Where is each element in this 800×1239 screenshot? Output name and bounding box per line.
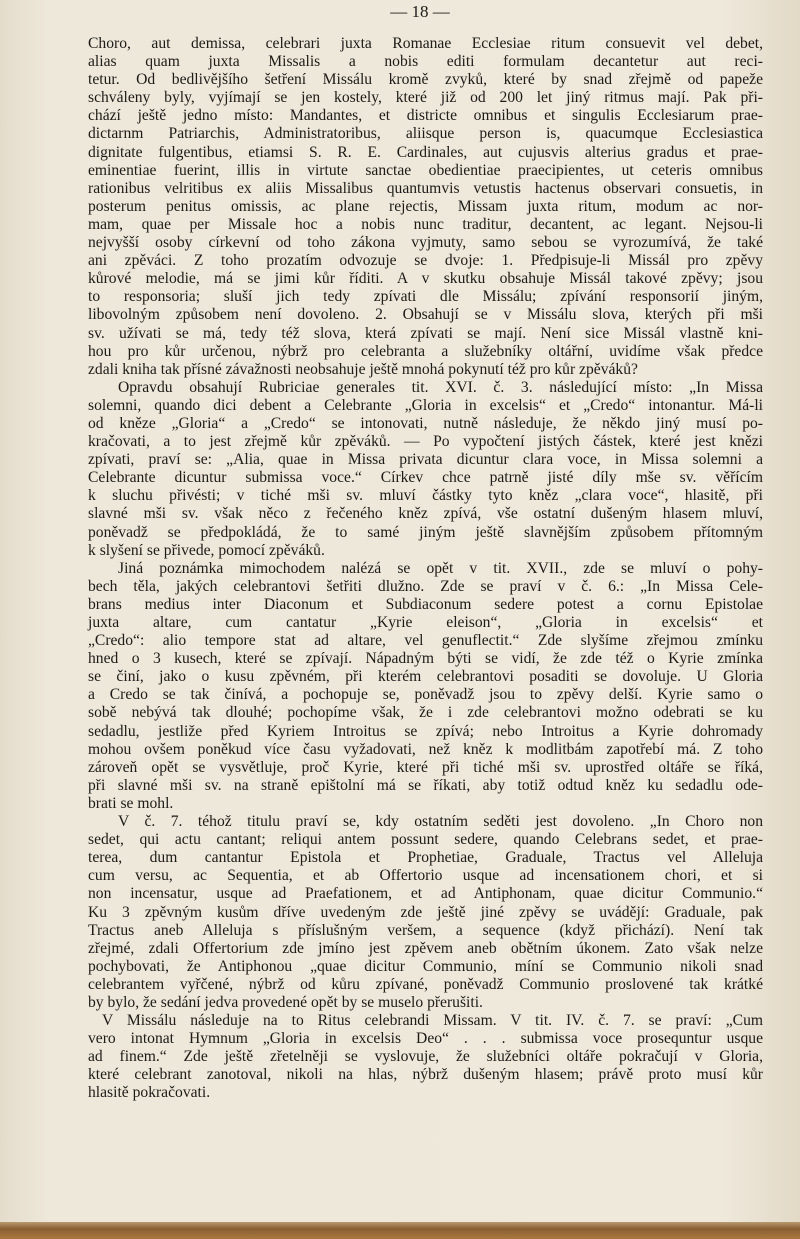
text-line: se činí, jako o kusu zpěvném, při kterém celebrantovi posaditi se dovoluje. U Gloria <box>88 668 763 686</box>
page-number: — 18 — <box>390 2 450 21</box>
text-line: sv. užívati se má, tedy též slova, která zpívati se mají. Není sice Missál vlastně kni- <box>88 324 763 342</box>
paragraph <box>88 560 763 813</box>
text-line: rationibus velritibus ex aliis Missalibus quantumvis vetustis hactenus observari consuetis, in <box>88 179 763 197</box>
text-line: k slyšení se přivede, pomocí zpěváků. <box>88 541 325 559</box>
text-line: zdali kniha tak přísné závažnosti neobsahuje ještě mnohá pokynutí též pro kůr zpěváků? <box>88 360 638 378</box>
text-line: libovolným způsobem není dovoleno. 2. Obsahují se v Missálu slova, kterých při mši <box>88 306 763 324</box>
text-line: kůrové melodie, má se jimi kůr říditi. A v skutku obsahuje Missál takové zpěvy; jsou <box>88 270 763 288</box>
text-line: chází ještě jedno místo: Mandantes, et districte omnibus et singulis Ecclesiarum prae- <box>88 107 763 125</box>
text-line: „Credo“: alio tempore stat ad altare, vel genuflectit.“ Zde slyšíme zřejmou zmínku <box>88 632 763 650</box>
text-line: pochybovati, že Antiphonou „quae dicitur Communio, míní se Communio nikoli snad <box>88 957 763 975</box>
text-line: Celebrante dicuntur submissa voce.“ Církev chce patrně jisté díly mše sv. věřícím <box>88 469 763 487</box>
text-line: kračovati, a to jest zřejmě kůr zpěváků. — Po vypočtení jistých částek, které jest knězi <box>88 433 763 451</box>
text-line: bech těla, jakých celebrantovi šetřiti dlužno. Zde se praví v č. 6.: „In Missa Cele- <box>88 577 763 595</box>
text-line: hou pro kůr určenou, nýbrž pro celebranta a služebníky oltářní, uvidíme však předce <box>88 342 763 360</box>
text-line: nejvyšší osoby církevní od toho zákona vyjmuty, samo sebou se vyrozumívá, že také <box>88 234 763 252</box>
text-line: V č. 7. téhož titulu praví se, kdy ostatním seděti jest dovoleno. „In Choro non <box>118 813 763 831</box>
text-line: mohou ovšem poněkud více času vyžadovati, než kněz k modlitbám zapotřebí má. Z toho <box>88 740 763 758</box>
text-line: které celebrant zanotoval, nikoli na hlas, nýbrž dušeným hlasem; právě proto musí kůr <box>88 1066 763 1084</box>
text-line: to responsoria; sluší jich tedy zpívati dle Missálu; zpívání responsorií jiným, <box>88 288 763 306</box>
text-line: non incensatur, usque ad Praefationem, et ad Antiphonam, quae dicitur Communio.“ <box>88 885 763 903</box>
text-line: schváleny byly, vyjímají se jen kostely, které již od 200 let jiný ritmus mají. Pak při- <box>88 89 763 107</box>
text-line: alias quam juxta Missalis a nobis editi formulam decantetur aut reci- <box>88 53 763 71</box>
text-line: brati se mohl. <box>88 794 174 812</box>
text-line: V Missálu následuje na to Ritus celebrandi Missam. V tit. IV. č. 7. se praví: „Cum <box>102 1012 763 1030</box>
text-line: eminentiae fuerint, illis in virtute sanctae obedientiae praecipientes, ut ceteris omnibus <box>88 161 763 179</box>
text-line: cum versu, ac Sequentia, et ab Offertorio usque ad incensationem chori, et si <box>88 867 763 885</box>
text-line: dictarnm Patriarchis, Administratoribus, aliisque person is, quacumque Ecclesiastica <box>88 125 763 143</box>
paragraph <box>88 35 763 379</box>
text-line: k sluchu přivésti; v tiché mši sv. mluví částky tyto kněz „clara voce“, hlasitě, při <box>88 487 763 505</box>
text-line: juxta altare, cum cantatur „Kyrie eleison“, „Gloria in excelsis“ et <box>88 614 763 631</box>
text-line: Jiná poznámka mimochodem nalézá se opět v tit. XVII., zde se mluví o pohy- <box>118 559 763 577</box>
text-line: vero intonat Hymnum „Gloria in excelsis Deo“ . . . submissa voce prosequntur usque <box>88 1030 763 1048</box>
text-line: ad finem.“ Zde ještě zřetelněji se vyslovuje, že služebníci oltáře pokračují v Gloria, <box>88 1048 763 1066</box>
text-line: hlasitě pokračovati. <box>88 1084 211 1102</box>
text-line: solemni, quando dici debent a Celebrante „Gloria in excelsis“ et „Credo“ intonantur. Má-li <box>88 396 763 414</box>
text-line: sedadlu, jestliže před Kyriem Introitus se zpívá; nebo Introitus a Kyrie dohromady <box>88 722 763 740</box>
page-bottom-edge <box>0 1222 800 1239</box>
text-line: sobě nebývá tak dlouhé; pochopíme však, že i zde celebrantovi možno odebrati se ku <box>88 704 763 722</box>
text-line: Tractus aneb Alleluja s příslušným veršem, a sequence (když přichází). Není tak <box>88 921 763 939</box>
text-line: mam, quae per Missale hoc a nobis nunc traditur, decantent, ac legant. Nejsou-li <box>88 215 763 233</box>
text-line: Opravdu obsahují Rubriciae generales tit. XVI. č. 3. následující místo: „In Missa <box>118 378 763 396</box>
text-line: tetur. Od bedlivějšího šetření Missálu kromě zvyků, které by snad zřejmě od papeže <box>88 71 763 89</box>
paragraph <box>88 813 763 1012</box>
text-line: zřejmé, zdali Offertorium zde jmíno jest zpěvem aneb obětním úkonem. Zato však nelze <box>88 939 763 957</box>
text-line: sedet, qui actu cantant; reliqui antem possunt sedere, quando Celebrans sedet, et prae- <box>88 831 763 849</box>
text-line: brans medius inter Diaconum et Subdiaconum sedere potest a cornu Epistolae <box>88 595 763 613</box>
text-line: slavné mši sv. však něco z řečeného kněz zpívá, vše ostatní dušeným hlasem mluví, <box>88 505 763 523</box>
body-text <box>88 35 763 1103</box>
text-line: by bylo, že sedání jedva provedené opět by se muselo přerušiti. <box>88 993 483 1011</box>
text-line: posterum penitus omissis, ac plane rejectis, Missam juxta ritum, modum ac nor- <box>88 197 763 215</box>
text-line: ani zpěváci. Z toho prozatím odvozuje se dvoje: 1. Předpisuje-li Missál pro zpěvy <box>88 252 763 270</box>
text-line: dignitate fulgentibus, etiamsi S. R. E. Cardinales, aut cujusvis alterius gradus et prae- <box>88 143 763 161</box>
text-line: poněvadž se předpokládá, že to samé jiným ještě slavnějším způsobem přítomným <box>88 523 763 541</box>
text-line: od kněze „Gloria“ a „Credo“ se intonovati, nutně následuje, že někdo jiný musí po- <box>88 414 763 432</box>
text-line: celebrantem vyřčené, nýbrž od kůru zpívané, poněvadž Communio proslovené tak krátké <box>88 975 763 993</box>
text-line: terea, dum cantantur Epistola et Prophetiae, Graduale, Tractus vel Alleluja <box>88 849 763 867</box>
text-line: zpívati, praví se: „Alia, quae in Missa privata dicuntur clara voce, in Missa solemni a <box>88 451 763 469</box>
paragraph <box>88 379 763 560</box>
text-line: zároveň opět se vysvětluje, proč Kyrie, které při tiché mši sv. uprostřed oltáře se říká, <box>88 758 763 776</box>
text-line: Ku 3 zpěvným kusům dříve uvedeným zde ještě jiné zpěvy se uvádějí: Graduale, pak <box>88 903 763 921</box>
paragraph <box>88 1012 763 1102</box>
text-line: při slavné mši sv. na straně epištolní má se říkati, aby totiž odtud kněz ku sedadlu ode- <box>88 776 763 794</box>
text-line: hned o 3 kusech, které se zpívají. Nápadným býti se vidí, že zde též o Kyrie zmínka <box>88 650 763 668</box>
text-line: a Credo se tak činívá, a pochopuje se, poněvadž jsou to zpěvy delší. Kyrie samo o <box>88 686 763 704</box>
text-line: Choro, aut demissa, celebrari juxta Romanae Ecclesiae ritum consuevit vel debet, <box>88 35 763 52</box>
